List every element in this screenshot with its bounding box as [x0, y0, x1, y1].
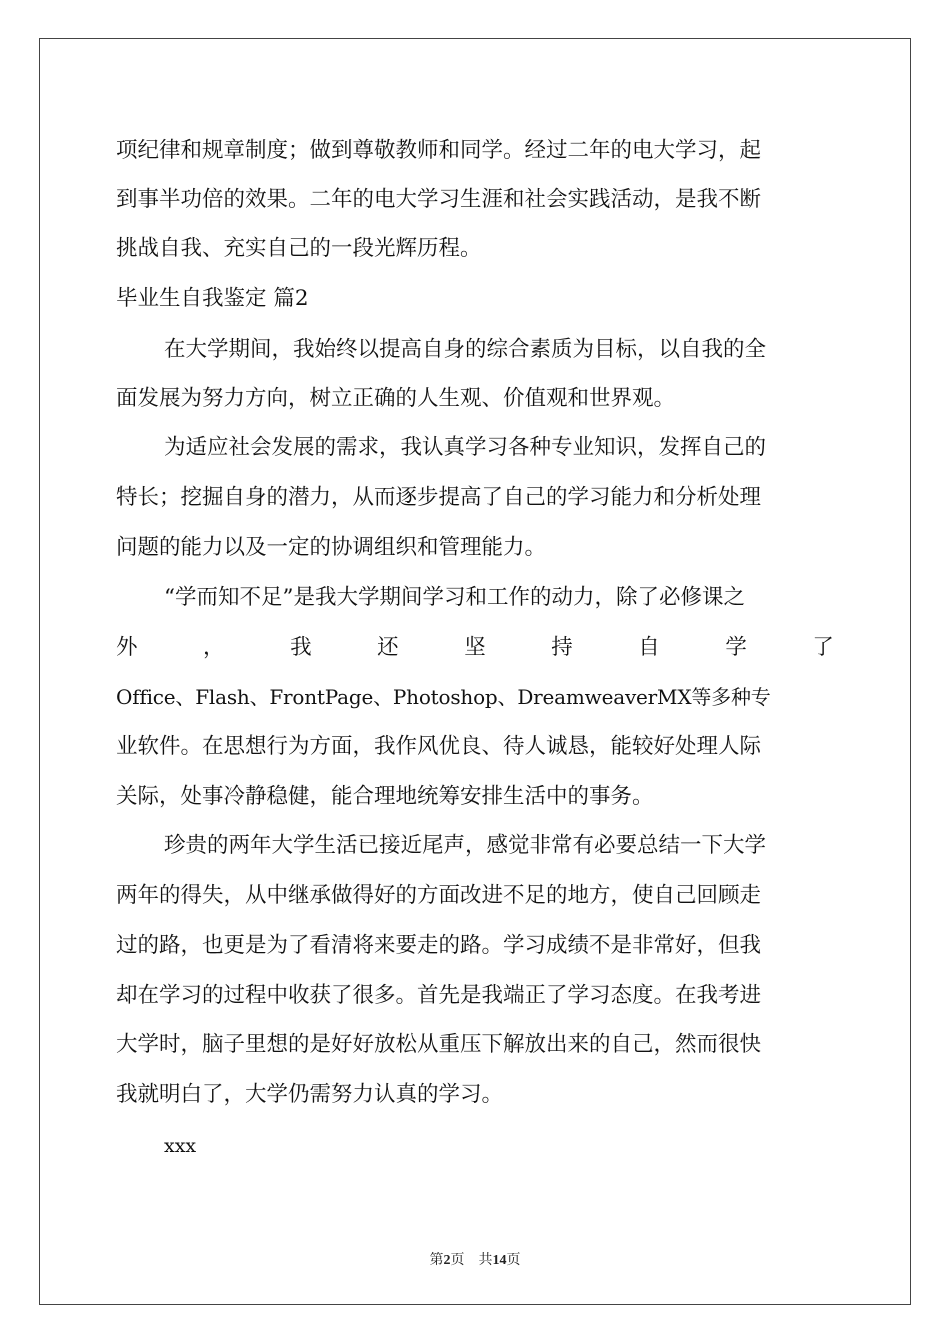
justified-char: 还: [377, 635, 399, 660]
body-line: 问题的能力以及一定的协调组织和管理能力。: [116, 535, 547, 560]
footer-total-pages: 14: [492, 1253, 507, 1268]
body-line: 两年的得失，从中继承做得好的方面改进不足的地方，使自己回顾走: [116, 883, 762, 908]
footer-mid: 页 共: [450, 1253, 493, 1268]
justified-char: 外: [116, 635, 138, 660]
body-line: 项纪律和规章制度；做到尊敬教师和同学。经过二年的电大学习，起: [116, 138, 762, 163]
body-line: 挑战自我、充实自己的一段光辉历程。: [116, 236, 482, 261]
body-line: Office、Flash、FrontPage、Photoshop、DreamweaverMX等多种专: [116, 685, 771, 709]
justified-char: 我: [290, 635, 312, 660]
body-line: “学而知不足”是我大学期间学习和工作的动力，除了必修课之: [164, 585, 745, 610]
justified-char: ，: [203, 635, 225, 660]
body-line: 我就明白了，大学仍需努力认真的学习。: [116, 1082, 504, 1107]
section-heading: 毕业生自我鉴定 篇2: [116, 286, 309, 311]
page-footer: [0, 1249, 950, 1269]
footer-page-number: 2: [443, 1253, 451, 1268]
signature-name: xxx: [164, 1135, 197, 1157]
body-line: 过的路，也更是为了看清将来要走的路。学习成绩不是非常好，但我: [116, 933, 762, 958]
body-line: 大学时，脑子里想的是好好放松从重压下解放出来的自己，然而很快: [116, 1032, 762, 1057]
justified-line: [116, 637, 834, 659]
justified-char: 了: [812, 635, 834, 660]
justified-char: 自: [638, 635, 660, 660]
body-line: 在大学期间，我始终以提高自身的综合素质为目标，以自我的全: [164, 337, 767, 362]
justified-char: 学: [725, 635, 747, 660]
body-line: 珍贵的两年大学生活已接近尾声，感觉非常有必要总结一下大学: [164, 833, 767, 858]
page-border: [39, 38, 911, 1305]
footer-suffix: 页: [506, 1253, 521, 1268]
body-line: 业软件。在思想行为方面，我作风优良、待人诚恳，能较好处理人际: [116, 734, 762, 759]
justified-char: 持: [551, 635, 573, 660]
body-line: 却在学习的过程中收获了很多。首先是我端正了学习态度。在我考进: [116, 983, 762, 1008]
justified-char: 坚: [464, 635, 486, 660]
body-line: 面发展为努力方向，树立正确的人生观、价值观和世界观。: [116, 386, 676, 411]
body-line: 关际，处事冷静稳健，能合理地统筹安排生活中的事务。: [116, 784, 654, 809]
body-line: 特长；挖掘自身的潜力，从而逐步提高了自己的学习能力和分析处理: [116, 485, 762, 510]
body-line: 为适应社会发展的需求，我认真学习各种专业知识，发挥自己的: [164, 435, 767, 460]
body-line: 到事半功倍的效果。二年的电大学习生涯和社会实践活动，是我不断: [116, 187, 762, 212]
footer-prefix: 第: [429, 1253, 444, 1268]
